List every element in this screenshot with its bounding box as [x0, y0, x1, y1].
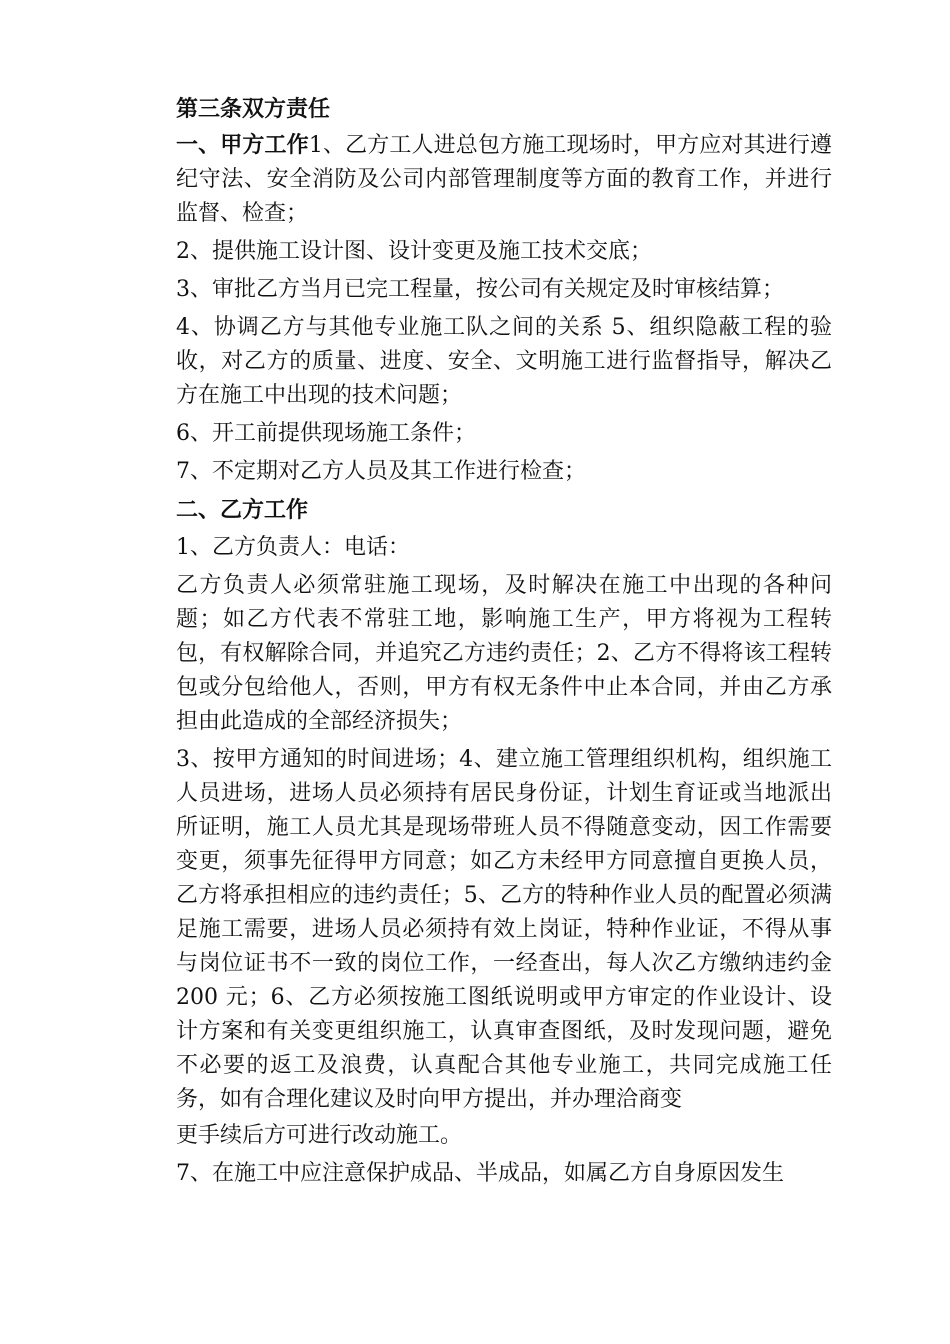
section2-heading: 二、乙方工作 [176, 497, 309, 523]
section2-item7: 7、在施工中应注意保护成品、半成品，如属乙方自身原因发生 [176, 1161, 784, 1186]
section2-paragraph2: 3、按甲方通知的时间进场；4、建立施工管理组织机构，组织施工人员进场，进场人员必须持有居民身份证，计划生育证或当地派出所证明，施工人员尤其是现场带班人员不得随意变动，因工作需要变更，须事先征得甲方同意；如乙方未经甲方同意擅自更换人员，乙方将承担相应的违约责任；5、乙方的特种作业人员的配置必须满足施工需要，进场人员必须持有效上岗证，特种作业证，不得从事与岗位证书不一致的岗位工作，一经查出，每人次乙方缴纳违约金 200 元；6、乙方必须按施工图纸说明或甲方审定的作业设计、设计方案和有关变更组织施工，认真审查图纸，及时发现问题，避免不必要的返工及浪费，认真配合其他专业施工，共同完成施工任务，如有合理化建议及时向甲方提出，并办理洽商变 [176, 747, 832, 1112]
section1-item2: 2、提供施工设计图、设计变更及施工技术交底； [176, 239, 652, 264]
section1-paragraph [176, 128, 832, 231]
section2-item1: 1、乙方负责人：电话： [176, 535, 410, 560]
section1-item4: 4、协调乙方与其他专业施工队之间的关系 5、组织隐蔽工程的验收，对乙方的质量、进度、安全、文明施工进行监督指导，解决乙方在施工中出现的技术问题； [176, 315, 832, 408]
section1-item6: 6、开工前提供现场施工条件； [176, 421, 476, 446]
document-title: 第三条双方责任 [176, 96, 331, 122]
section1-heading: 一、甲方工作 [176, 132, 309, 158]
section1-item1: 1、乙方工人进总包方施工现场时，甲方应对其进行遵纪守法、安全消防及公司内部管理制度等方面的教育工作，并进行监督、检查； [176, 133, 832, 226]
section2-paragraph1: 乙方负责人必须常驻施工现场，及时解决在施工中出现的各种问题；如乙方代表不常驻工地，影响施工生产，甲方将视为工程转包，有权解除合同，并追究乙方违约责任；2、乙方不得将该工程转包或分包给他人，否则，甲方有权无条件中止本合同，并由乙方承担由此造成的全部经济损失； [176, 573, 832, 734]
section2-paragraph3: 更手续后方可进行改动施工。 [176, 1123, 463, 1148]
document-page [176, 92, 832, 1193]
section1-item7: 7、不定期对乙方人员及其工作进行检查； [176, 459, 586, 484]
section1-item3: 3、审批乙方当月已完工程量，按公司有关规定及时审核结算； [176, 277, 784, 302]
